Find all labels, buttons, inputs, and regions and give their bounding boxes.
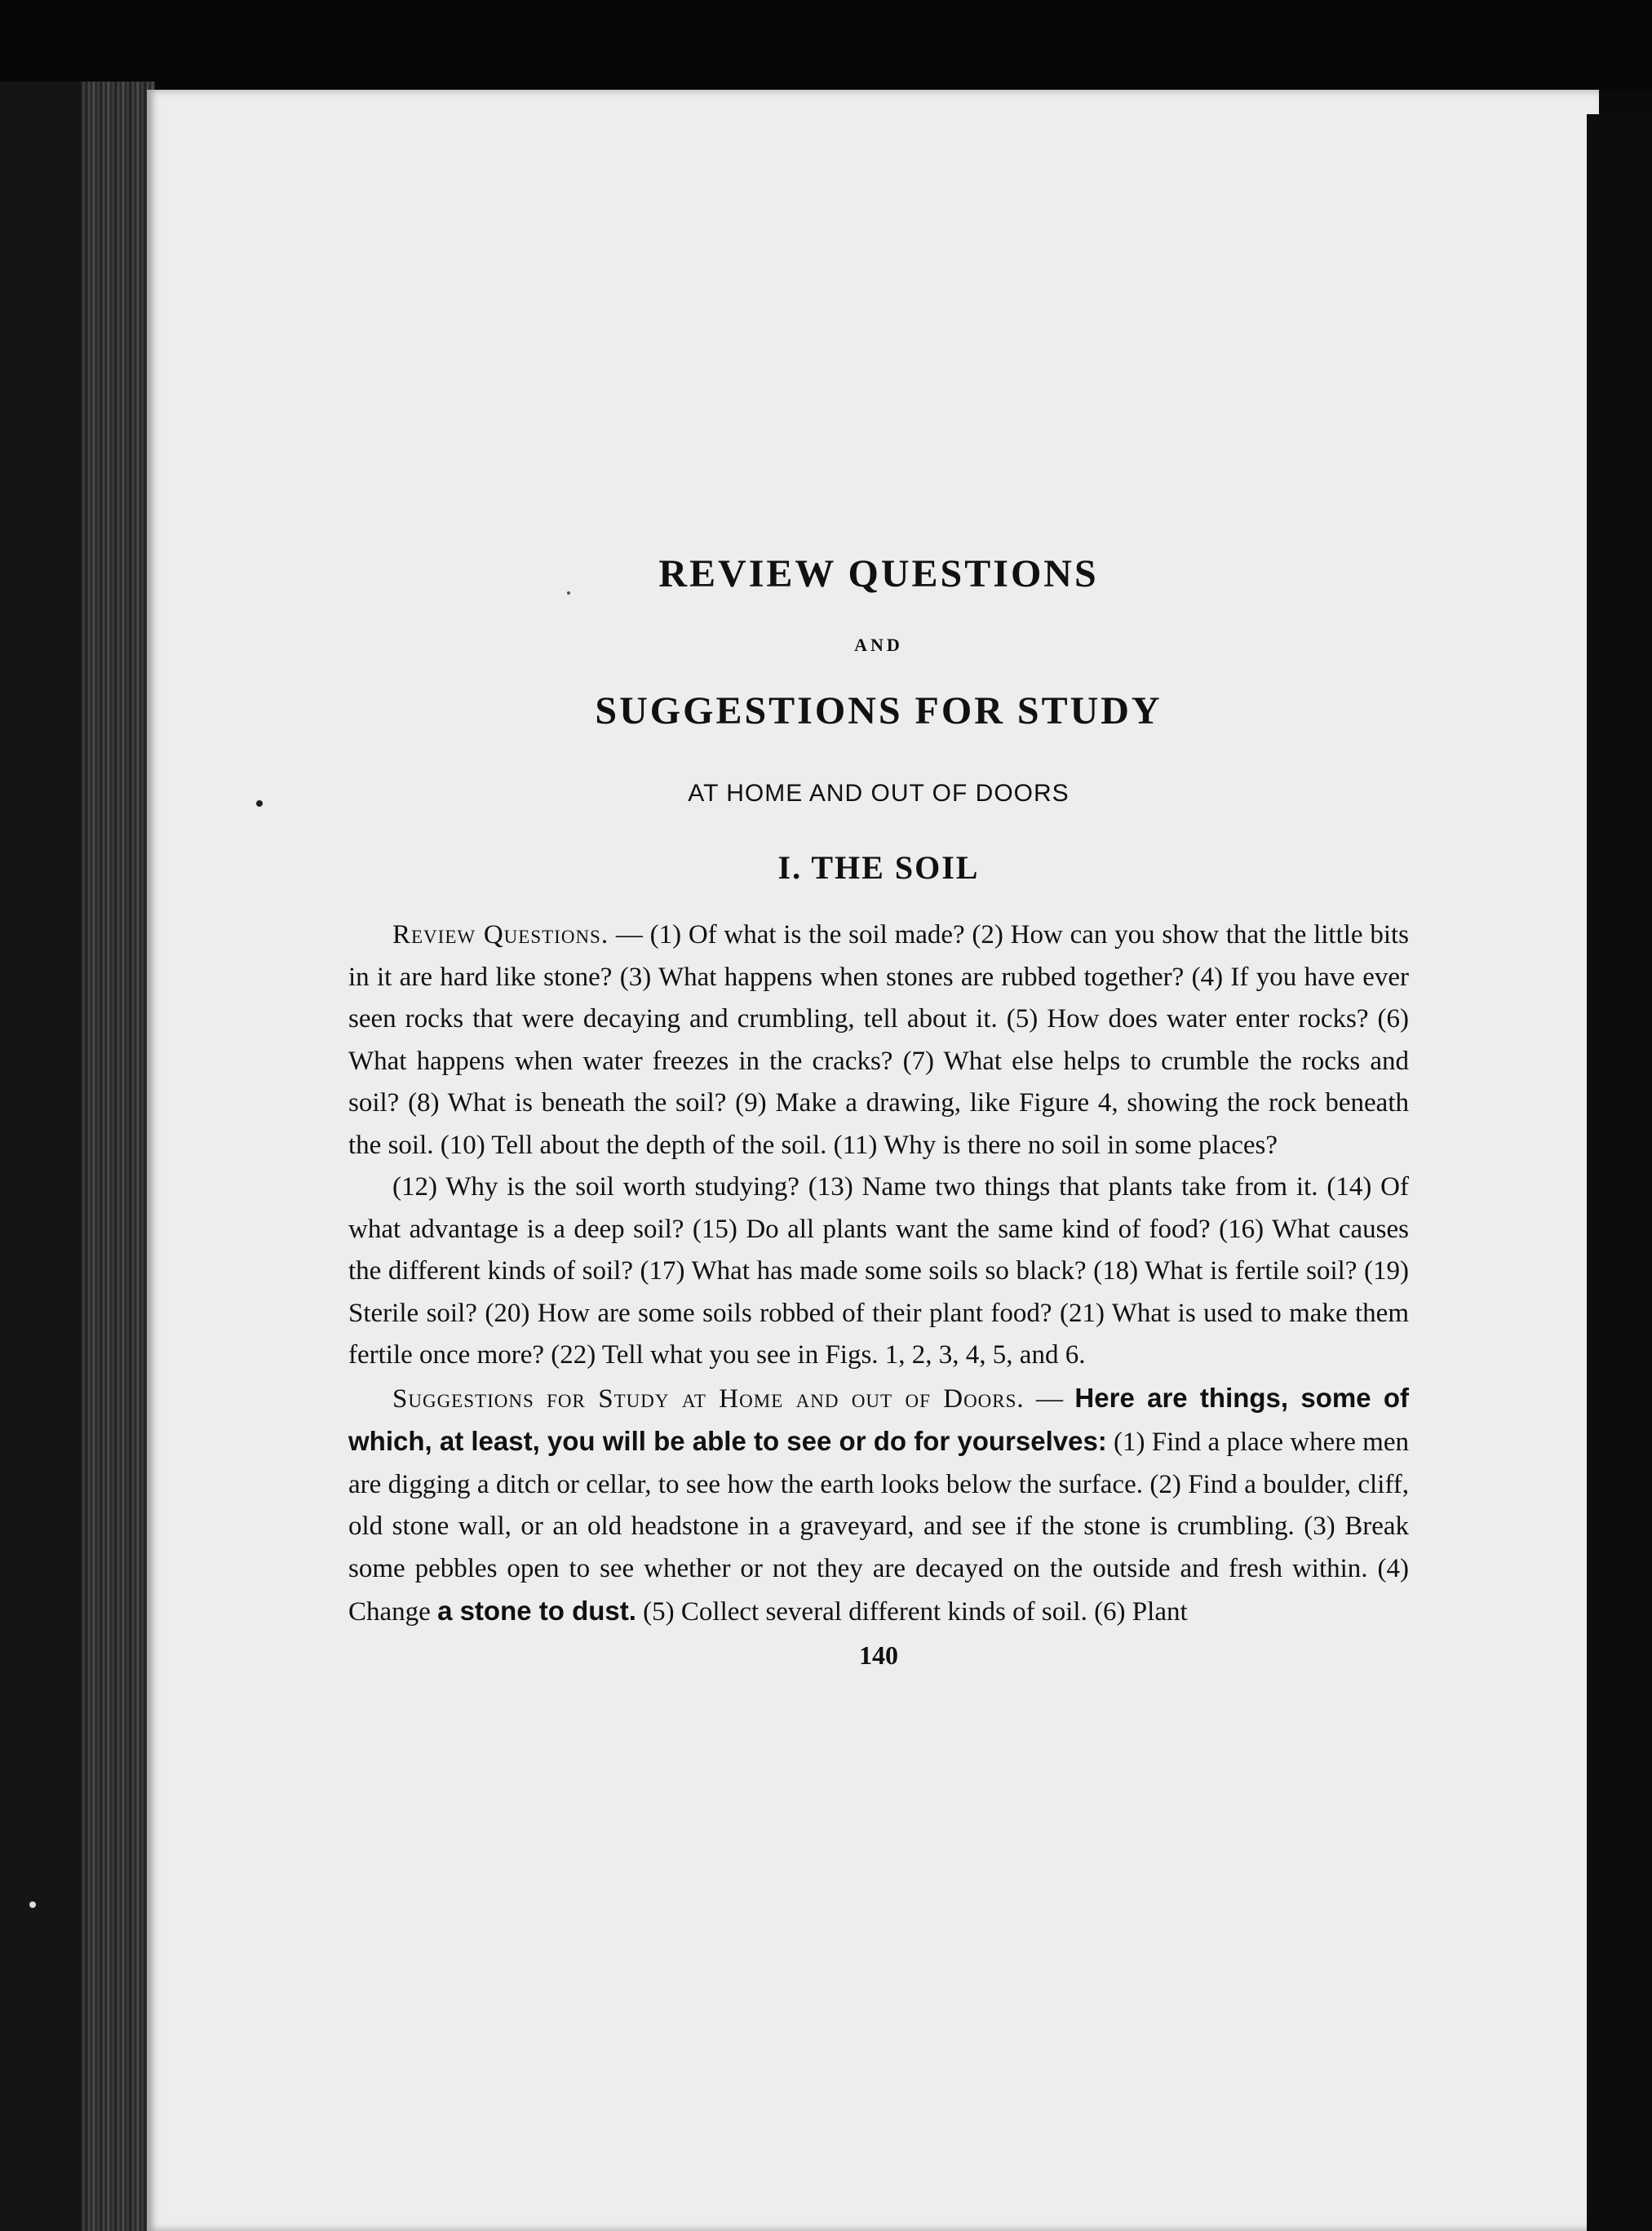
heading-and: AND — [854, 635, 903, 655]
review-questions-paragraph-2: (12) Why is the soil worth studying? (13) Name two things that plants take from it. (14) Of what advantage is a deep soil? (15) Do all plants want the same kind of food? (16) What causes the different kinds of soil? (17) What has made some soils so black? (18) What is fertile soil? (19) Sterile soil? (20) How are some soils robbed of their plant food? (21) What is used to make them fertile once more? (22) Tell what you see in Figs. 1, 2, 3, 4, 5, and 6. — [348, 1172, 1409, 1370]
scan-right-border — [1587, 114, 1652, 2231]
suggestions-text: (1) Find a place where men are digging a ditch or cellar, to see how the earth looks below the surface. (2) Find a boulder, cliff, old stone wall, or an old headstone in a graveyard, and see if the stone is crumbling. (3) Break some pebbles open to see whether or not they are decayed on the outside and fresh within. (4) Change — [348, 1428, 1409, 1627]
review-dash: — — [609, 920, 650, 950]
suggestions-bold-phrase: a stone to dust. — [437, 1596, 636, 1626]
suggestions-paragraph — [348, 1377, 1409, 1634]
suggestions-label: Suggestions for Study at Home and out of Doors. — [392, 1383, 1025, 1414]
review-questions-paragraph — [348, 914, 1409, 1166]
suggestions-intro: Here are things, some of which, at least, you will be able to see or do for yourselves: — [348, 1382, 1410, 1456]
book-spine-edge — [82, 82, 155, 2231]
suggestions-text-end: (5) Collect several different kinds of soil. (6) Plant — [636, 1597, 1188, 1627]
heading-review-questions: REVIEW QUESTIONS — [658, 552, 1099, 595]
scan-top-border — [0, 0, 1652, 90]
page-content — [348, 552, 1410, 1671]
heading-location: AT HOME AND OUT OF DOORS — [688, 780, 1070, 807]
page-number: 140 — [859, 1640, 898, 1670]
review-questions-text: (1) Of what is the soil made? (2) How can you show that the little bits in it are hard like stone? (3) What happens when stones are rubbed together? (4) If you have ever seen rocks that were decaying and crumbling, tell about it. (5) How does water enter rocks? (6) What happens when water freezes in the cracks? (7) What else helps to crumble the rocks and soil? (8) What is beneath the soil? (9) Make a drawing, like Figure 4, showing the rock beneath the soil. (10) Tell about the depth of the soil. (11) Why is there no soil in some places? — [348, 920, 1410, 1160]
heading-suggestions: SUGGESTIONS FOR STUDY — [595, 689, 1163, 733]
suggestions-dash: — — [1024, 1383, 1075, 1414]
section-title: I. THE SOIL — [777, 849, 980, 886]
review-questions-label: Review Questions. — [392, 920, 609, 950]
